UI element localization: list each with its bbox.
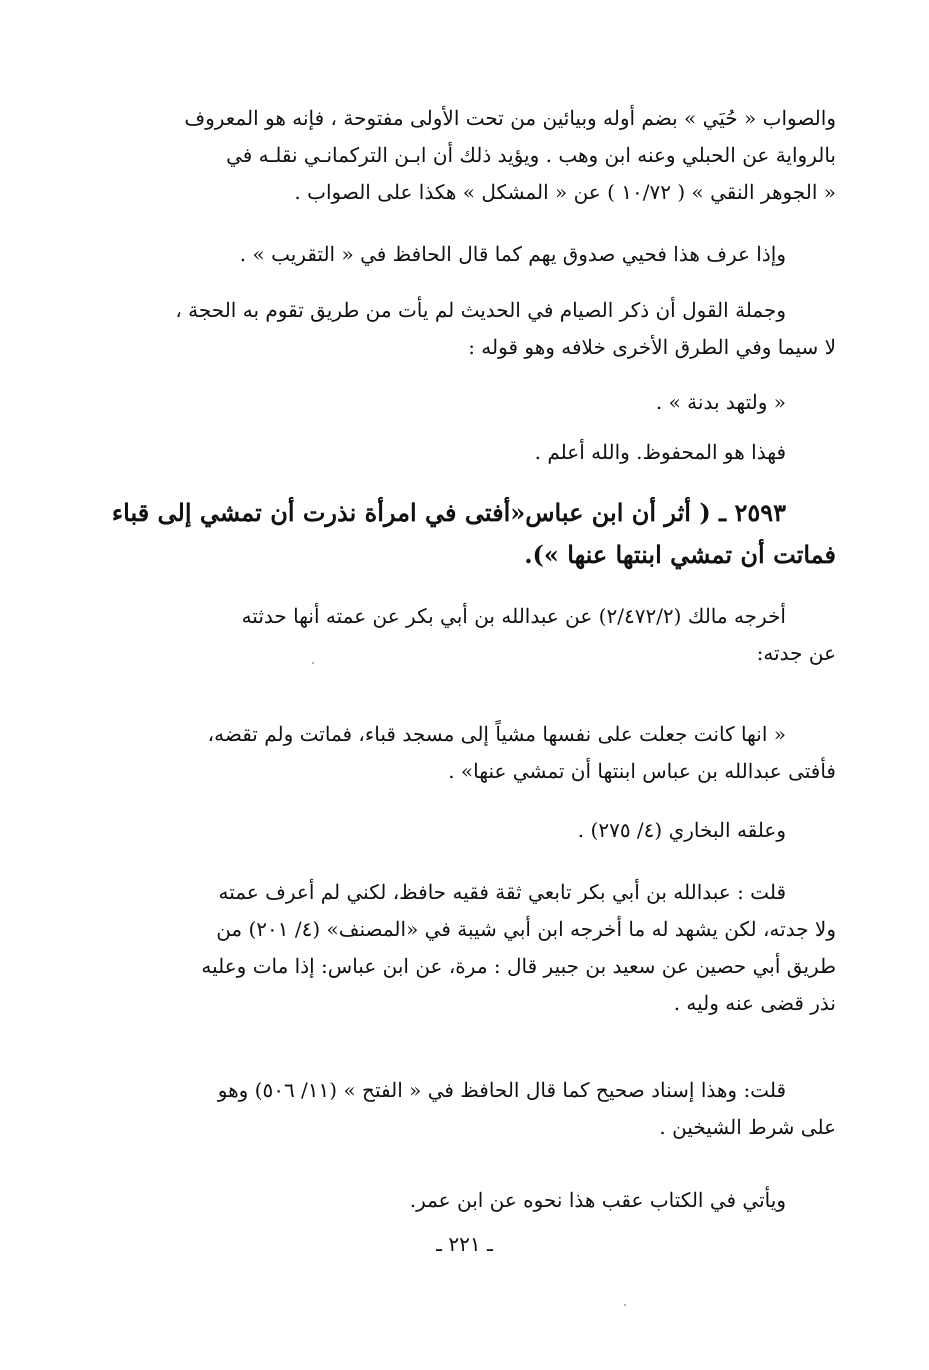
text-line: فهذا هو المحفوظ. والله أعلم . [534,440,786,464]
text-line: عن جدته: [756,641,836,665]
text-line: طريق أبي حصين عن سعيد بن جبير قال : مرة، عن ابن عباس: إذا مات وعليه [201,954,836,978]
paragraph-note-isnad [136,1072,836,1146]
text-line: « ولتهد بدنة » . [655,390,786,414]
paragraph-correction [136,100,836,211]
scan-speck [312,662,314,664]
text-line: قلت: وهذا إسناد صحيح كما قال الحافظ في « الفتح » (١١/ ٥٠٦) وهو [217,1078,786,1102]
paragraph-forward-reference [136,1182,836,1219]
text-line: « انها كانت جعلت على نفسها مشياً إلى مسجد قباء، فماتت ولم تقضه، [207,722,786,746]
text-line: أخرجه مالك (٢/٤٧٢/٢) عن عبدالله بن أبي بكر عن عمته أنها حدثته [241,604,786,628]
hadith-heading-2593-cont [136,534,836,576]
text-line: على شرط الشيخين . [659,1115,836,1139]
paragraph-bukhari [136,812,836,849]
scan-speck [624,1304,626,1306]
text-line: والصواب « حُيَي » بضم أوله وبيائين من تحت الأولى مفتوحة ، فإنه هو المعروف [184,106,836,130]
text-line: لا سيما وفي الطرق الأخرى خلافه وهو قوله : [468,335,836,359]
page-number: ـ ٢٢١ ـ [436,1232,493,1256]
hadith-heading-2593 [111,492,836,534]
text-line: وجملة القول أن ذكر الصيام في الحديث لم يأت من طريق تقوم به الحجة ، [175,298,786,322]
paragraph-hayy-status [136,236,836,273]
text-line: بالرواية عن الحبلي وعنه ابن وهب . ويؤيد ذلك أن ابـن التركمانـي نقلـه في [226,143,836,167]
text-line: نذر قضى عنه وليه . [673,991,836,1015]
paragraph-conclusion [136,434,836,471]
heading-line: ٢٥٩٣ ـ ( أثر أن ابن عباس«أفتى في امرأة نذرت أن تمشي إلى قباء [111,498,786,527]
text-line: ولا جدته، لكن يشهد له ما أخرجه ابن أبي شيبة في «المصنف» (٤/ ٢٠١) من [216,917,836,941]
text-line: « الجوهر النقي » ( ١٠/٧٢ ) عن « المشكل » هكذا على الصواب . [294,180,836,204]
paragraph-quote-quba [136,716,836,790]
heading-line: فماتت أن تمشي ابنتها عنها »). [524,540,836,569]
paragraph-quote-badana [136,384,836,421]
text-line: وإذا عرف هذا فحيي صدوق يهم كما قال الحافظ في « التقريب » . [239,242,786,266]
paragraph-takhrij-malik [136,598,836,672]
text-line: قلت : عبدالله بن أبي بكر تابعي ثقة فقيه حافظ، لكني لم أعرف عمته [218,880,786,904]
text-line: فأفتى عبدالله بن عباس ابنتها أن تمشي عنها» . [448,759,836,783]
text-line: وعلقه البخاري (٤/ ٢٧٥) . [577,818,786,842]
paragraph-note-abdullah [136,874,836,1022]
paragraph-summary [136,292,836,366]
text-line: ويأتي في الكتاب عقب هذا نحوه عن ابن عمر. [409,1188,786,1212]
